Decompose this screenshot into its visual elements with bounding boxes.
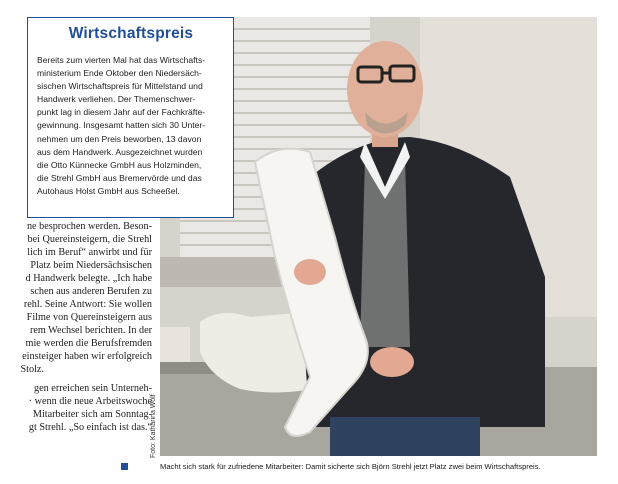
info-box <box>27 17 234 218</box>
article-line: bei Quereinsteigern, die Strehl <box>27 234 152 245</box>
info-box-line: die Otto Künnecke GmbH aus Holzminden, <box>37 159 202 170</box>
article-line: lich im Beruf“ anwirbt und für <box>27 247 152 258</box>
info-box-line: die Strehl GmbH aus Bremervörde und das <box>37 172 202 183</box>
info-box-line: nehmen um den Preis beworben, 13 davon <box>37 133 202 144</box>
info-box-line: Bereits zum vierten Mal hat das Wirtschafts- <box>37 55 206 65</box>
article-line: Stolz. <box>20 364 44 375</box>
info-box-line: aus dem Handwerk. Ausgezeichnet wurden <box>37 146 203 157</box>
photo-credit: Foto: Katharina Wolf <box>150 394 157 458</box>
article-line: d Handwerk belegte. „Ich habe <box>25 273 152 284</box>
article-line: rehl. Seine Antwort: Sie wollen <box>23 299 152 310</box>
article-column <box>0 220 152 456</box>
info-box-title: Wirtschaftspreis <box>68 25 194 42</box>
article-line: Filme von Quereinsteigern aus <box>26 312 152 323</box>
article-line: schen aus anderen Berufen zu <box>30 286 152 297</box>
article-line: rem Wechsel berichten. In der <box>29 325 152 336</box>
article-end-mark <box>121 463 128 470</box>
article-line: einsteiger haben wir erfolgreich <box>22 351 152 362</box>
article-line: gt Strehl. „So einfach ist das.“ <box>28 422 152 433</box>
article-line: ne besprochen werden. Beson- <box>26 221 152 232</box>
info-box-line: sischen Wirtschaftspreis für Mittelstand und <box>37 81 203 92</box>
photo-caption: Macht sich stark für zufriedene Mitarbeiter: Damit sicherte sich Björn Strehl jetzt Platz zwei beim Wirtschaftspreis. <box>160 462 541 471</box>
info-box-line: punkt lag in diesem Jahr auf der Fachkräfte- <box>37 107 206 118</box>
article-line: mie werden die Berufsfremden <box>25 338 152 349</box>
info-box-line: gewinnung. Insgesamt hatten sich 30 Unter- <box>37 120 206 131</box>
info-box-line: ministerium Ende Oktober den Niedersäch- <box>37 68 202 79</box>
article-line: Mitarbeiter sich am Sonntag- <box>32 409 152 420</box>
article-line: gen erreichen sein Unterneh- <box>34 383 152 394</box>
info-box-line: Handwerk verliehen. Der Themenschwer- <box>37 94 196 105</box>
article-line: Platz beim Niedersächsischen <box>30 260 152 271</box>
info-box-line: Autohaus Holst GmbH aus Scheeßel. <box>37 185 180 196</box>
article-line: · wenn die neue Arbeitswoche <box>28 396 152 407</box>
